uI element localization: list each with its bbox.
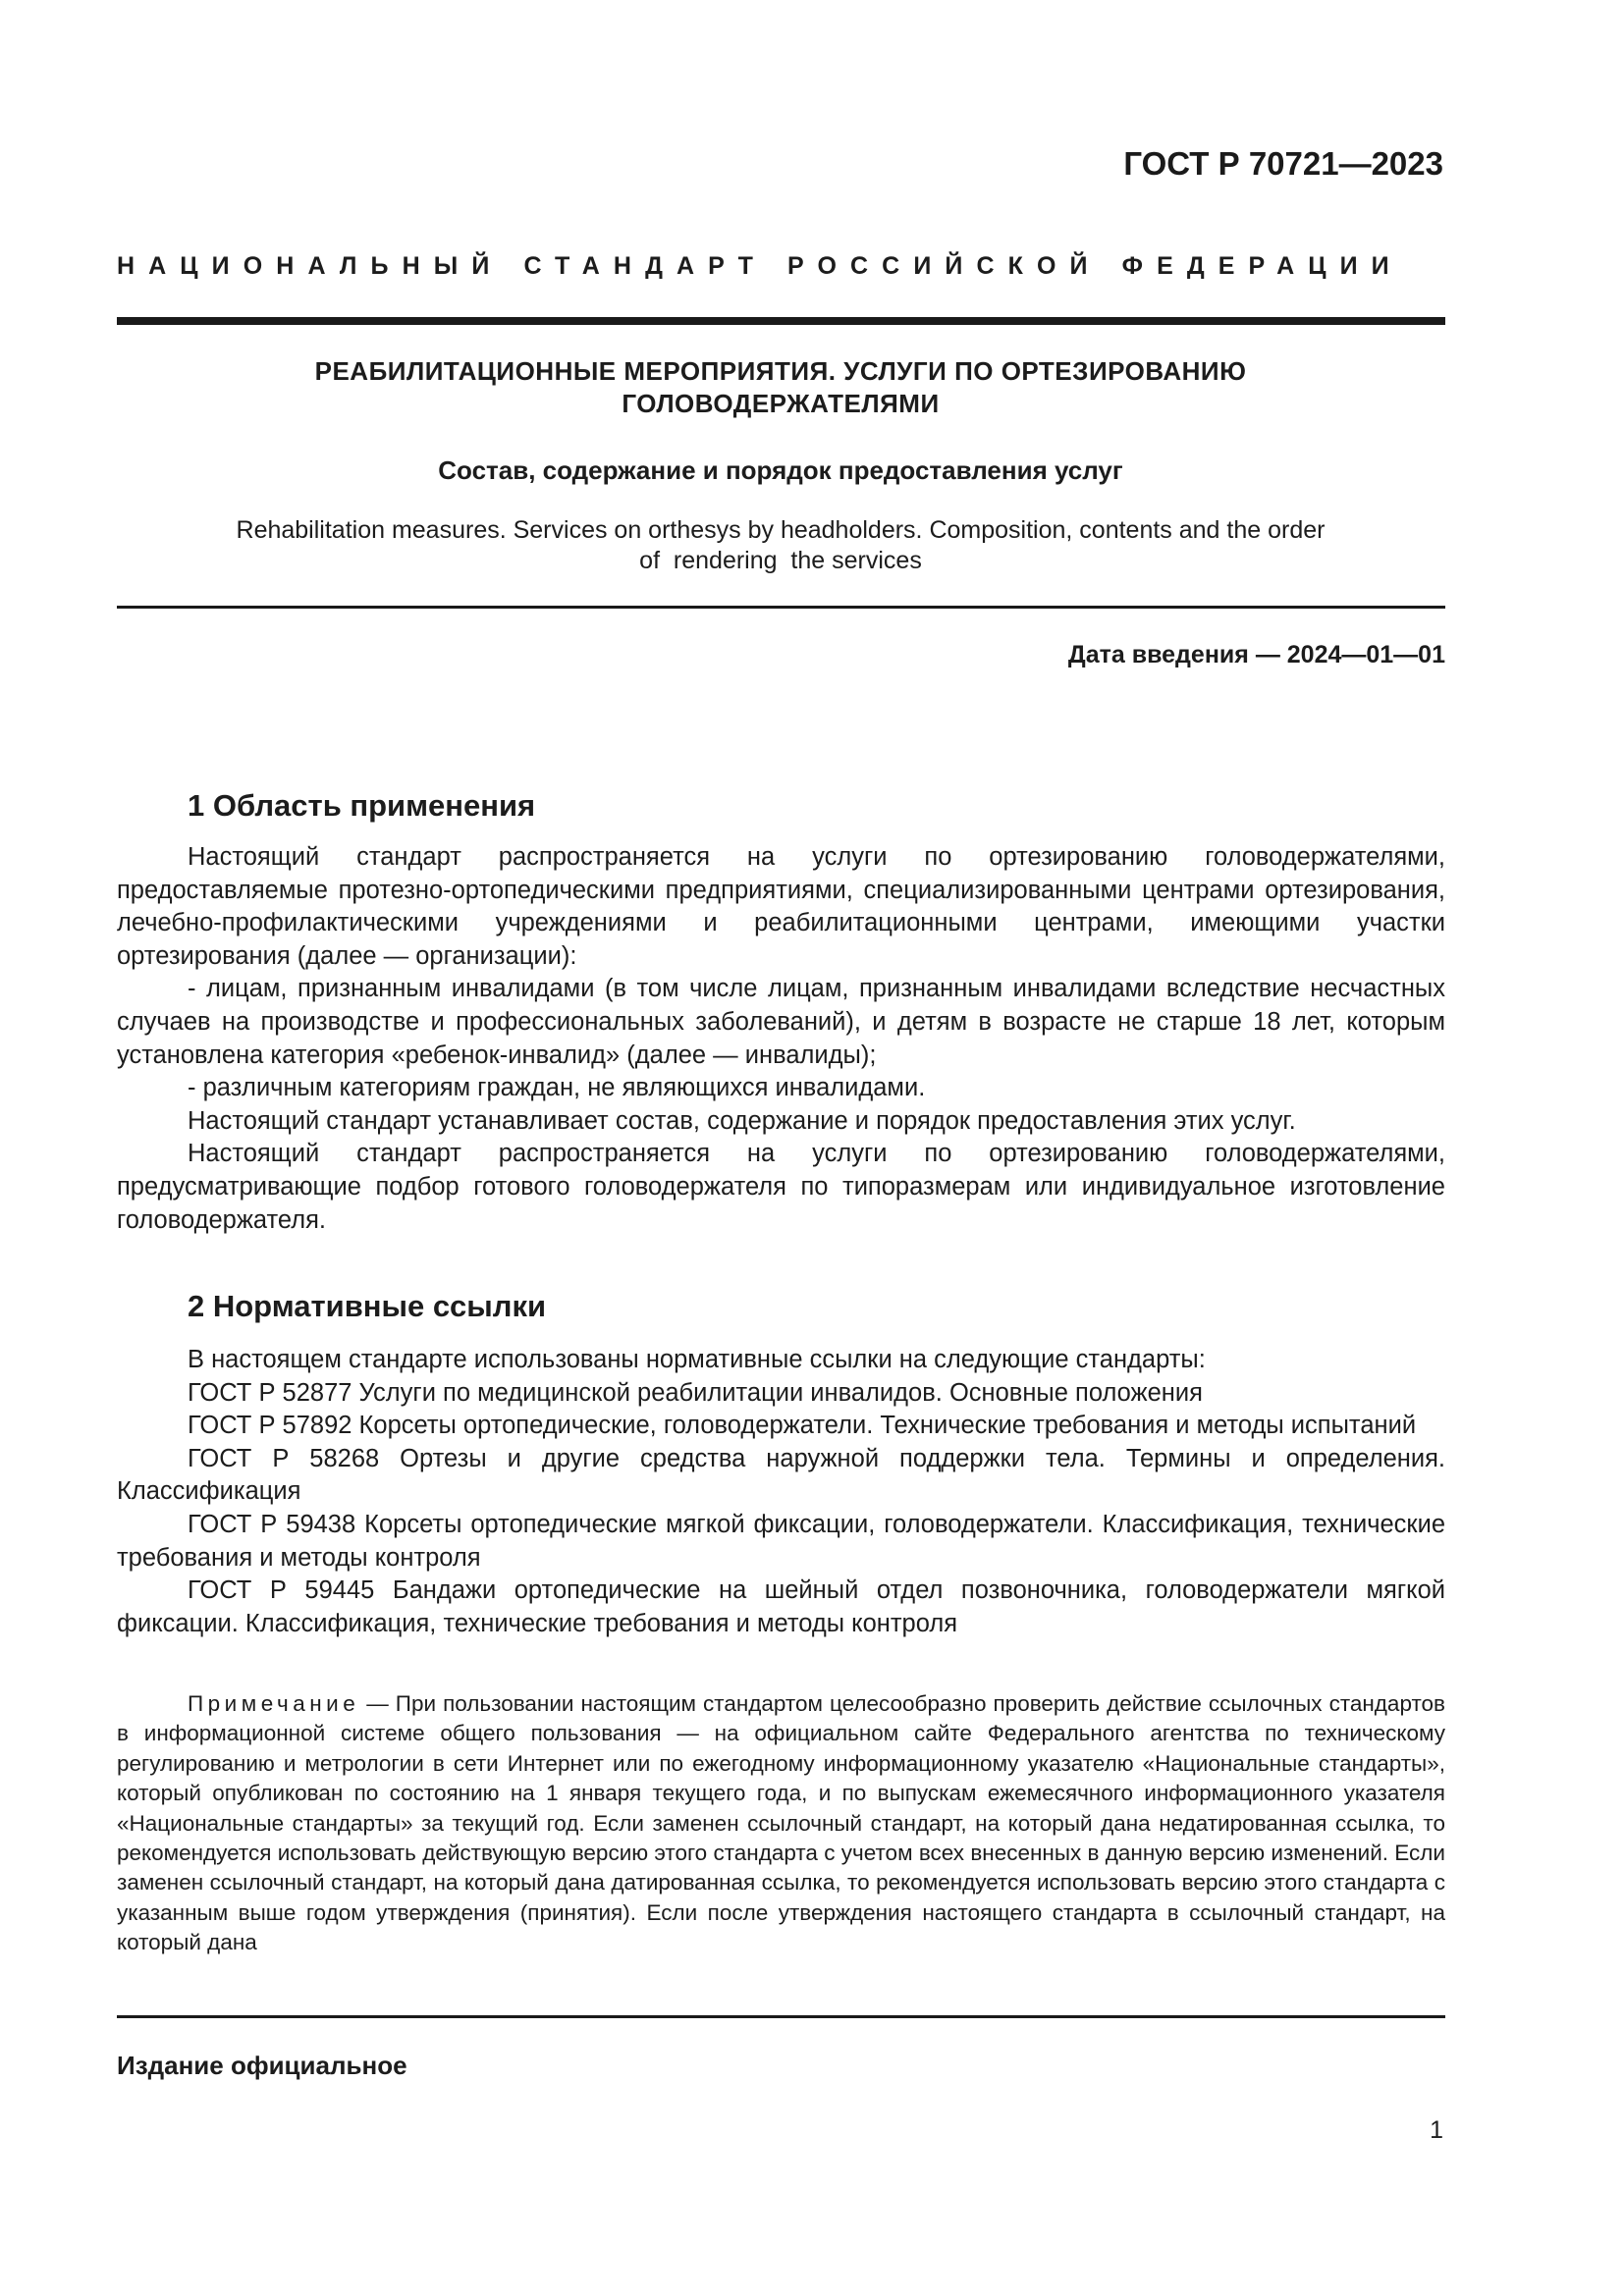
note-label: Примечание <box>188 1691 360 1716</box>
title-line-2: ГОЛОВОДЕРЖАТЕЛЯМИ <box>622 389 940 418</box>
edition-label: Издание официальное <box>117 2051 407 2080</box>
paragraph: Настоящий стандарт распространяется на услуги по ортезированию головодержателями, предоставляемые протезно-ортопедическими предприятиями, специализированными центрами ортезирования, лечебно-профилактическими учреждениями и реабилитационными центрами, имеющими участки ортезирования (далее — организации): <box>117 843 1445 970</box>
reference-item: ГОСТ Р 57892 Корсеты ортопедические, головодержатели. Технические требования и методы испытаний <box>188 1412 1417 1440</box>
section-1-heading: 1 Область применения <box>188 788 536 823</box>
list-item: - лицам, признанным инвалидами (в том числе лицам, признанным инвалидами вследствие несчастных случаев на производстве и профессиональных заболеваний), и детям в возрасте не старше 18 лет, которым установлена категория «ребенок-инвалид» (далее — инвалиды); <box>117 975 1445 1069</box>
section-2-body <box>117 1344 1445 1640</box>
reference-item: ГОСТ Р 59438 Корсеты ортопедические мягкой фиксации, головодержатели. Классификация, технические требования и методы контроля <box>117 1510 1445 1572</box>
document-number: ГОСТ Р 70721—2023 <box>1123 145 1443 182</box>
list-item: - различным категориям граждан, не являющихся инвалидами. <box>188 1074 926 1102</box>
note-text: — При пользовании настоящим стандартом целесообразно проверить действие ссылочных стандартов в информационной системе общего пользования — на официальном сайте Федерального агентства по техническому регулированию и метрологии в сети Интернет или по ежегодному информационному указателю «Национальные стандарты», который опубликован по состоянию на 1 января текущего года, и по выпускам ежемесячного информационного указателя «Национальные стандарты» за текущий год. Если заменен ссылочный стандарт, на который дана недатированная ссылка, то рекомендуется использовать действующую версию этого стандарта с учетом всех внесенных в данную версию изменений. Если заменен ссылочный стандарт, на который дана датированная ссылка, то рекомендуется использовать версию этого стандарта с указанным выше годом утверждения (принятия). Если после утверждения настоящего стандарта в ссылочный стандарт, на который дана <box>117 1691 1445 1955</box>
section-1-body <box>117 841 1445 1237</box>
introduction-date: Дата введения — 2024—01—01 <box>1067 641 1445 668</box>
paragraph: Настоящий стандарт распространяется на услуги по ортезированию головодержателями, предусматривающие подбор готового головодержателя по типоразмерам или индивидуальное изготовление головодержателя. <box>117 1140 1445 1234</box>
title-rule <box>117 606 1445 609</box>
english-title-line-2: of rendering the services <box>639 547 922 574</box>
title-line-1: РЕАБИЛИТАЦИОННЫЕ МЕРОПРИЯТИЯ. УСЛУГИ ПО ОРТЕЗИРОВАНИЮ <box>314 356 1247 386</box>
note-paragraph <box>117 1689 1445 1958</box>
reference-item: ГОСТ Р 58268 Ортезы и другие средства наружной поддержки тела. Термины и определения. Классификация <box>117 1444 1445 1506</box>
standard-label: НАЦИОНАЛЬНЫЙ СТАНДАРТ РОССИЙСКОЙ ФЕДЕРАЦИИ <box>117 252 1403 280</box>
reference-item: ГОСТ Р 52877 Услуги по медицинской реабилитации инвалидов. Основные положения <box>188 1378 1203 1407</box>
note <box>117 1689 1445 1958</box>
english-title-line-1: Rehabilitation measures. Services on orthesys by headholders. Composition, contents and the order <box>236 516 1326 544</box>
footer-rule <box>117 2015 1445 2018</box>
paragraph: Настоящий стандарт устанавливает состав, содержание и порядок предоставления этих услуг. <box>188 1106 1296 1135</box>
english-title <box>196 515 1365 576</box>
document-title <box>177 355 1384 420</box>
paragraph: В настоящем стандарте использованы нормативные ссылки на следующие стандарты: <box>188 1346 1206 1373</box>
section-2-heading: 2 Нормативные ссылки <box>188 1289 547 1323</box>
document-subtitle: Состав, содержание и порядок предоставления услуг <box>438 455 1123 485</box>
header-rule <box>117 317 1445 325</box>
page-number: 1 <box>1430 2116 1443 2144</box>
reference-item: ГОСТ Р 59445 Бандажи ортопедические на шейный отдел позвоночника, головодержатели мягкой фиксации. Классификация, технические требования и методы контроля <box>117 1576 1445 1637</box>
